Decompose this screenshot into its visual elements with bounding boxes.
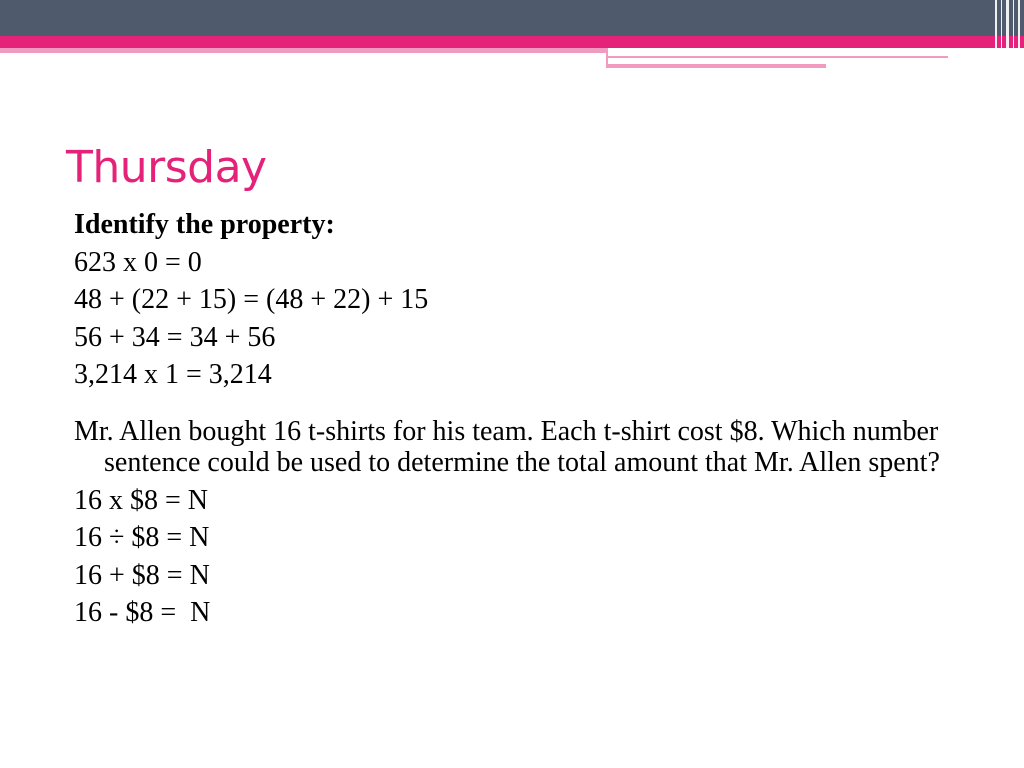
word-problem: Mr. Allen bought 16 t-shirts for his team. Each t-shirt cost $8. Which number sentence could be used to determine the total amount that Mr. Allen spent? [74,415,940,478]
header-bar-dark [0,0,1024,36]
equation-item: 48 + (22 + 15) = (48 + 22) + 15 [74,284,429,315]
slide-title: Thursday [66,142,267,193]
answer-option: 16 x $8 = N [74,484,209,516]
equation-item: 56 + 34 = 34 + 56 [74,321,276,353]
header-vertical-lines [992,0,1024,72]
header-bar-pink [0,36,1024,48]
answer-option: 16 - $8 = N [74,597,211,628]
header-stripe-short [606,64,826,68]
equation-item: 3,214 x 1 = 3,214 [74,359,272,390]
slide-body [74,206,974,632]
section-heading: Identify the property: [74,209,335,240]
answer-option: 16 + $8 = N [74,559,210,591]
spacer [74,394,974,416]
header-stripe-thin [606,56,948,58]
answer-option: 16 ÷ $8 = N [74,522,210,553]
header-stripe-light [0,48,606,53]
equation-item: 623 x 0 = 0 [74,246,202,278]
